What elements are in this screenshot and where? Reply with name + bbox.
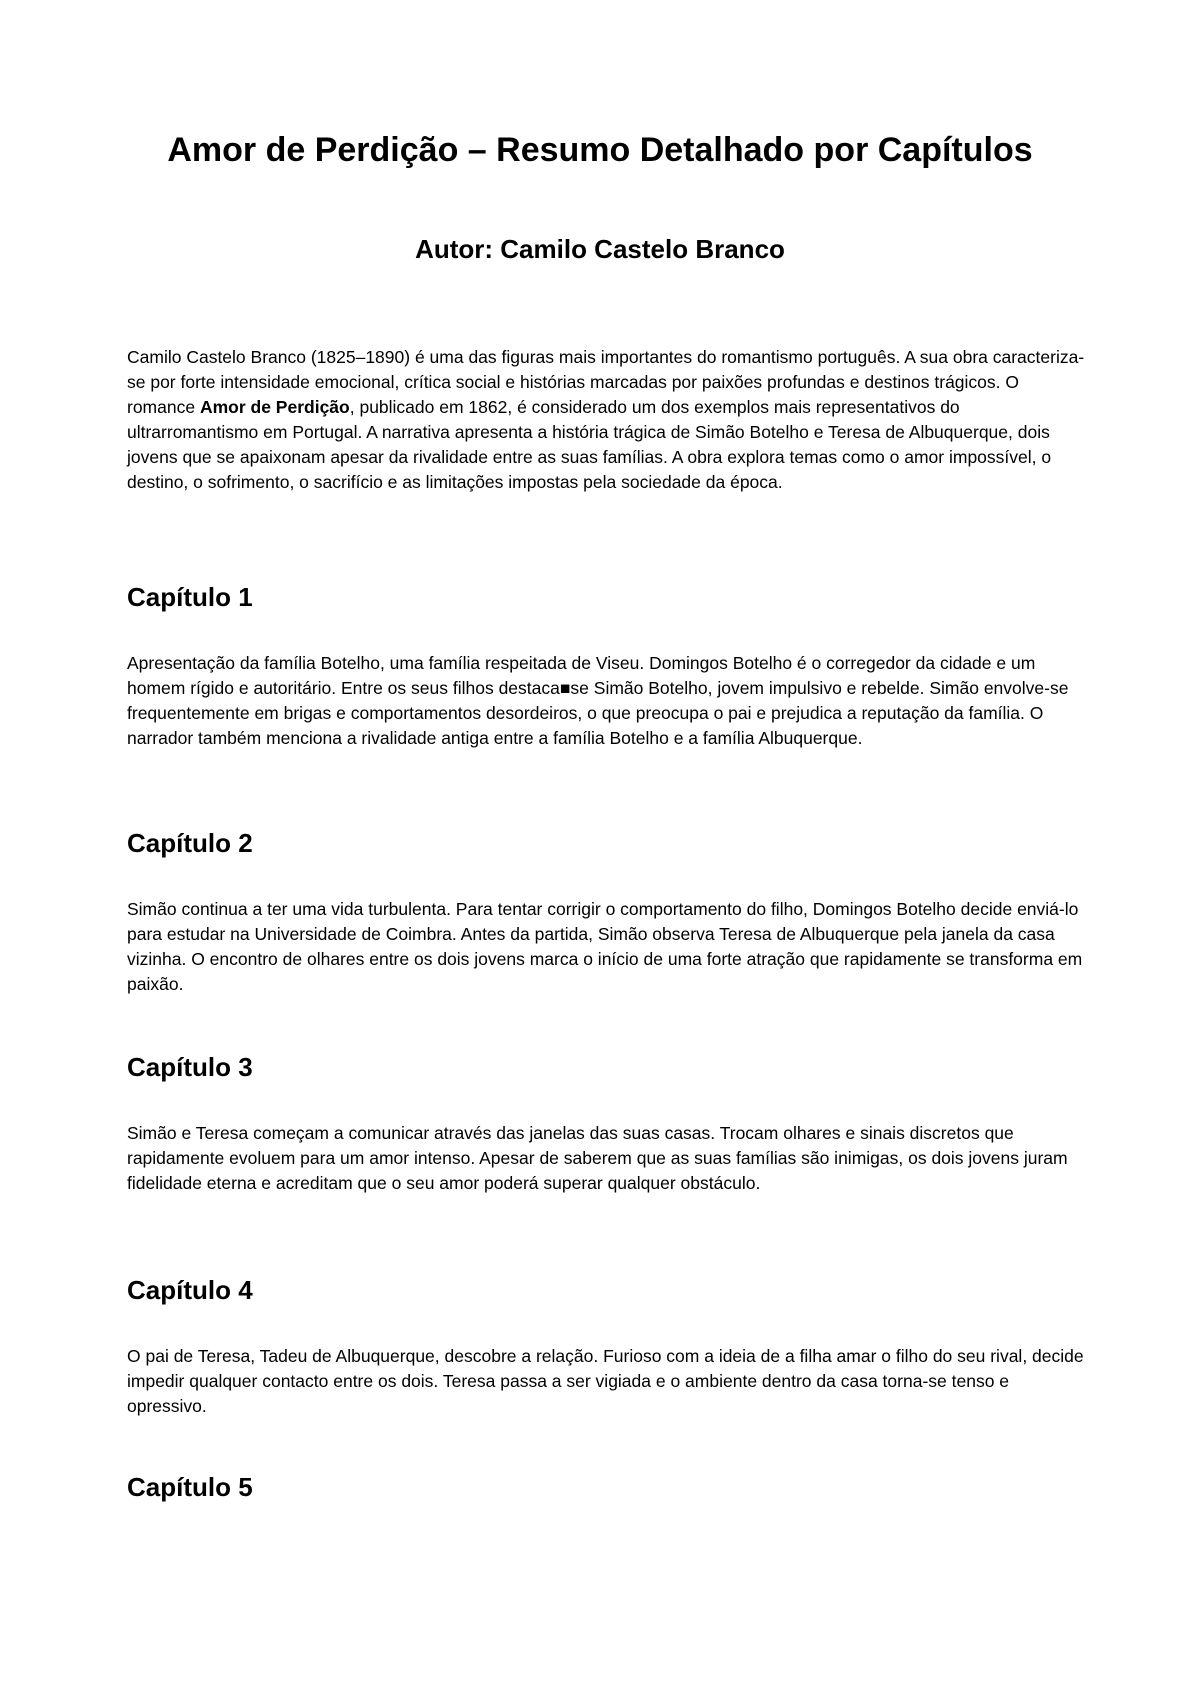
chapter-3-text: Simão e Teresa começam a comunicar através das janelas das suas casas. Trocam olhares e sinais discretos que rapidamente evoluem para um amor intenso. Apesar de saberem que as suas famílias são inimigas, os dois jovens juram fidelidade eterna e acreditam que o seu amor poderá superar qualquer obstáculo. (127, 1123, 1068, 1193)
intro-book-title: Amor de Perdição (199, 397, 350, 417)
chapter-4-heading: Capítulo 4 (127, 1275, 253, 1305)
chapter-2-text: Simão continua a ter uma vida turbulenta. Para tentar corrigir o comportamento do filho, Domingos Botelho decide enviá-lo para estudar na Universidade de Coimbra. Antes da partida, Simão observa Teresa de Albuquerque pela janela da casa vizinha. O encontro de olhares entre os dois jovens marca o início de uma forte atração que rapidamente se transforma em paixão. (127, 899, 1083, 994)
chapter-1-text: Apresentação da família Botelho, uma família respeitada de Viseu. Domingos Botelho é o corregedor da cidade e um homem rígido e autoritário. Entre os seus filhos destaca■se Simão Botelho, jovem impulsivo e rebelde. Simão envolve-se frequentemente em brigas e comportamentos desordeiros, o que preocupa o pai e prejudica a reputação da família. O narrador também menciona a rivalidade antiga entre a família Botelho e a família Albuquerque. (127, 653, 1069, 748)
intro-text-start: Camilo Castelo Branco (1825–1890) é uma das figuras mais importantes do romantismo português. A sua obra caracteriza-se por forte intensidade emocional, crítica social e histórias marcadas por paixões profundas e destinos trágicos. O romance (127, 347, 1085, 417)
chapter-5-heading: Capítulo 5 (127, 1472, 253, 1502)
document-title: Amor de Perdição – Resumo Detalhado por Capítulos (167, 131, 1033, 169)
intro-text-end: , publicado em 1862, é considerado um dos exemplos mais representativos do ultrarromantismo em Portugal. A narrativa apresenta a história trágica de Simão Botelho e Teresa de Albuquerque, dois jovens que se apaixonam apesar da rivalidade entre as suas famílias. A obra explora temas como o amor impossível, o destino, o sofrimento, o sacrifício e as limitações impostas pela sociedade da época. (127, 397, 1052, 492)
chapter-3-heading: Capítulo 3 (127, 1052, 253, 1082)
chapter-2-heading: Capítulo 2 (127, 828, 253, 858)
author-line: Autor: Camilo Castelo Branco (415, 234, 785, 264)
chapter-4-text: O pai de Teresa, Tadeu de Albuquerque, descobre a relação. Furioso com a ideia de a filha amar o filho do seu rival, decide impedir qualquer contacto entre os dois. Teresa passa a ser vigiada e o ambiente dentro da casa torna-se tenso e opressivo. (127, 1346, 1084, 1416)
chapter-1-heading: Capítulo 1 (127, 582, 253, 612)
intro-paragraph (127, 345, 1087, 495)
